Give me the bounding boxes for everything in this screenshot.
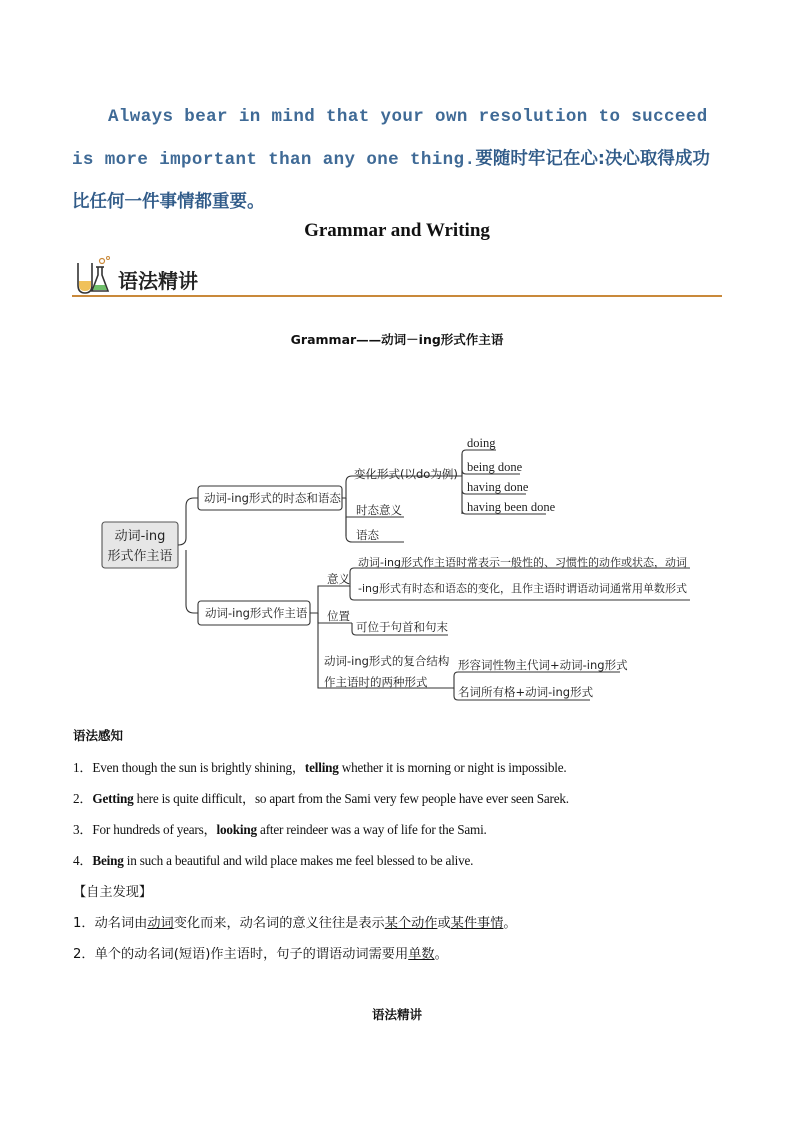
example-number: 4． [73,853,93,868]
section-divider [72,295,722,297]
footer-section-title: 语法精讲 [371,1007,422,1022]
mindmap-meaning-label: 意义 [327,572,350,586]
discovery-text: 变化而来，动名词的意义往往是表示 [173,916,385,931]
example-keyword: Being [92,853,124,868]
mindmap-form-having-done: having done [467,480,529,494]
discovery-text: 或 [437,916,451,931]
mindmap-position-text: 可位于句首和句末 [356,620,448,634]
mindmap-compound-form1: 形容词性物主代词+动词-ing形式 [458,658,628,672]
mindmap-meaning-line2: -ing形式有时态和语态的变化，且作主语时谓语动词通常用单数形式 [358,582,687,595]
example-number: 1． [73,760,93,775]
example-text: here is quite difficult，so apart from the Sami very few people have ever seen Sarek. [133,791,569,806]
mindmap-voice-label: 语态 [356,528,379,542]
example-2 [73,788,569,807]
section-label: 语法精讲 [118,269,198,293]
discovery-line-1 [73,912,517,931]
mindmap-tense-meaning-label: 时态意义 [356,503,402,517]
perception-title: 语法感知 [73,728,124,743]
example-text: whether it is morning or night is impossible. [338,760,567,775]
discovery-answer: 某个动作 [384,916,438,931]
mindmap-form-doing: doing [467,436,496,450]
mindmap-branch1-label: 动词-ing形式的时态和语态 [204,491,341,505]
motto-english: Always bear in mind that your own resolution to succeed is more important than any one thing. [72,107,708,170]
section-header [72,255,722,299]
discovery-answer: 某件事情 [450,916,504,931]
discovery-text: 。 [434,947,448,962]
grammar-title: Grammar——动词－ing形式作主语 [290,332,504,347]
discovery-text: 。 [503,916,517,931]
discovery-answer: 动词 [147,916,174,931]
motto-quote [72,96,724,224]
mindmap-root-line1: 动词-ing [114,529,166,544]
mindmap-forms-label: 变化形式(以do为例) [354,467,458,481]
example-1 [73,757,566,776]
example-keyword: Getting [92,791,134,806]
grammar-mindmap [0,420,794,710]
mindmap-position-label: 位置 [327,609,350,623]
discovery-text: 1．动名词由 [73,916,148,931]
example-number: 2． [73,791,93,806]
example-text: Even though the sun is brightly shining， [92,760,305,775]
example-text: For hundreds of years， [92,822,217,837]
discovery-answer: 单数 [408,947,435,962]
motto-chinese: 要随时牢记在心:决心取得成功比任何一件事情都重要。 [72,149,710,212]
example-3 [73,819,487,838]
mindmap-compound-line2: 作主语时的两种形式 [324,675,428,689]
mindmap-branch2-label: 动词-ing形式作主语 [205,606,308,620]
document-title: Grammar and Writing [304,220,490,241]
example-text: after reindeer was a way of life for the Sami. [256,822,487,837]
example-4 [73,850,473,869]
discovery-text: 2．单个的动名词(短语)作主语时，句子的谓语动词需要用 [73,947,409,962]
mindmap-root-line2: 形式作主语 [107,549,173,564]
example-number: 3． [73,822,93,837]
mindmap-compound-line1: 动词-ing形式的复合结构 [324,654,450,668]
example-keyword: telling [304,760,339,775]
example-text: in such a beautiful and wild place makes me feel blessed to be alive. [123,853,474,868]
mindmap-form-having-been-done: having been done [467,500,556,514]
discovery-title: 【自主发现】 [73,885,153,900]
lab-flask-icon [72,255,116,297]
example-keyword: looking [216,822,257,837]
mindmap-meaning-line1: 动词-ing形式作主语时常表示一般性的、习惯性的动作或状态，动词 [358,556,687,569]
discovery-line-2 [73,943,448,962]
mindmap-compound-form2: 名词所有格+动词-ing形式 [458,685,594,699]
mindmap-form-being-done: being done [467,460,523,474]
